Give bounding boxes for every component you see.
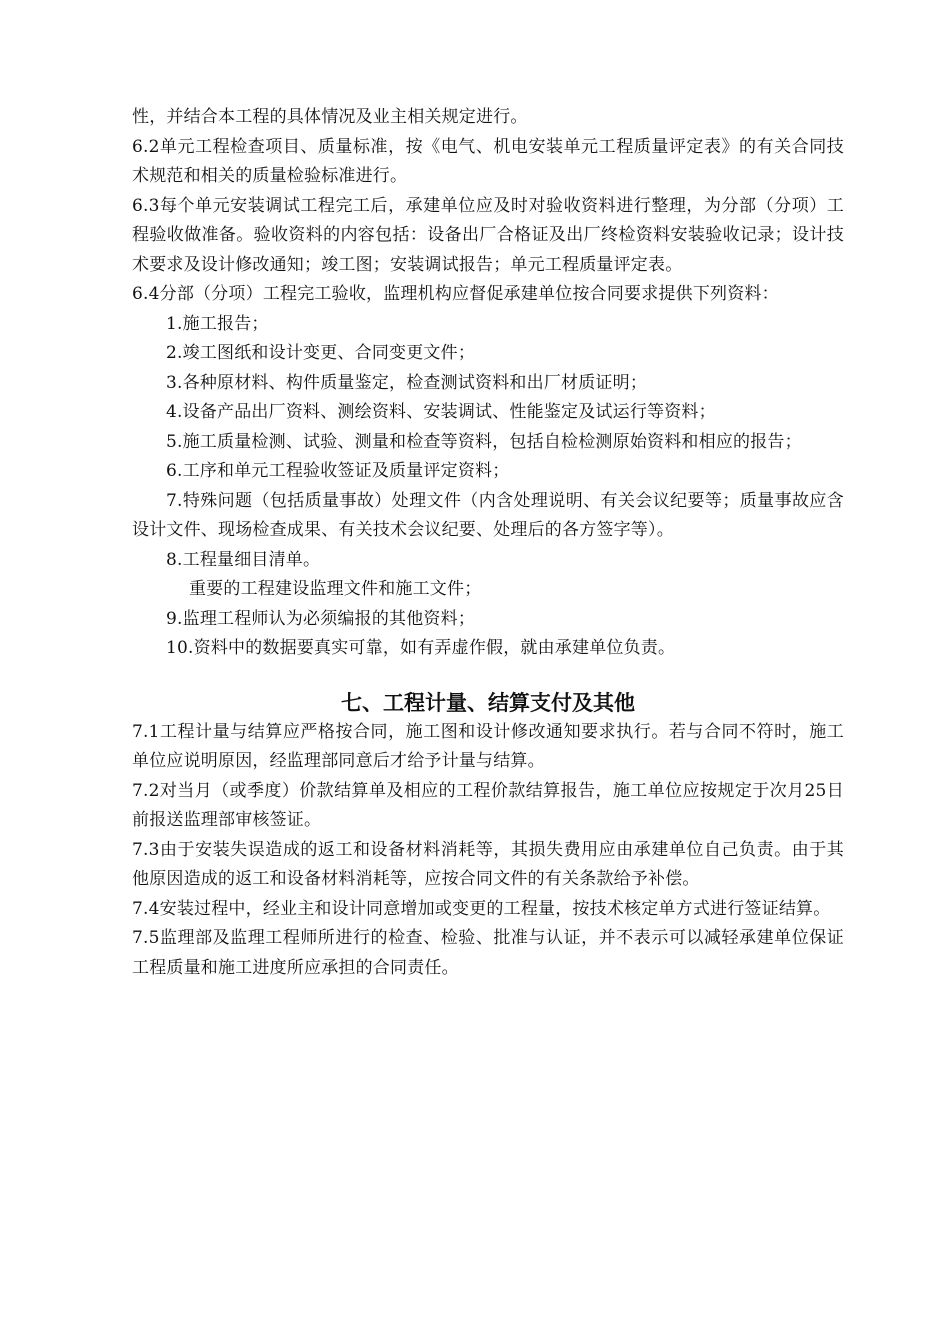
clause-6-2: 6.2单元工程检查项目、质量标准，按《电气、机电安装单元工程质量评定表》的有关合同技术规范和相关的质量检验标准进行。 — [132, 136, 844, 186]
list-item: 7.特殊问题（包括质量事故）处理文件（内含处理说明、有关会议纪要等；质量事故应含设计文件、现场检查成果、有关技术会议纪要、处理后的各方签字等）。 — [132, 490, 844, 540]
list-item: 10.资料中的数据要真实可靠，如有弄虚作假，就由承建单位负责。 — [166, 638, 676, 658]
list-item: 3.各种原材料、构件质量鉴定，检查测试资料和出厂材质证明； — [166, 372, 648, 393]
list-item: 5.施工质量检测、试验、测量和检查等资料，包括自检检测原始资料和相应的报告； — [166, 431, 802, 452]
list-item: 2.竣工图纸和设计变更、合同变更文件； — [166, 343, 476, 363]
section-7-title: 七、工程计量、结算支付及其他 — [341, 690, 635, 715]
list-item: 9.监理工程师认为必须编报的其他资料； — [166, 608, 476, 629]
clause-6-4-list — [132, 310, 844, 664]
clause-7-3: 7.3由于安装失误造成的返工和设备材料消耗等，其损失费用应由承建单位自己负责。由于其他原因造成的返工和设备材料消耗等，应按合同文件的有关条款给予补偿。 — [132, 839, 844, 889]
list-item: 6.工序和单元工程验收签证及质量评定资料； — [166, 461, 510, 481]
list-item: 4.设备产品出厂资料、测绘资料、安装调试、性能鉴定及试运行等资料； — [166, 402, 716, 422]
clause-6-3: 6.3每个单元安装调试工程完工后，承建单位应及时对验收资料进行整理，为分部（分项）工程验收做准备。验收资料的内容包括：设备出厂合格证及出厂终检资料安装验收记录；设计技术要求及设计修改通知；竣工图；安装调试报告；单元工程质量评定表。 — [132, 195, 844, 275]
list-item: 1.施工报告； — [166, 313, 269, 334]
clause-6-4: 6.4分部（分项）工程完工验收，监理机构应督促承建单位按合同要求提供下列资料： — [132, 284, 779, 304]
clause-7-5: 7.5监理部及监理工程师所进行的检查、检验、批准与认证，并不表示可以减轻承建单位保证工程质量和施工进度所应承担的合同责任。 — [132, 928, 844, 978]
list-item: 8.工程量细目清单。 — [166, 549, 321, 570]
clause-7-1: 7.1工程计量与结算应严格按合同，施工图和设计修改通知要求执行。若与合同不符时，施工单位应说明原因，经监理部同意后才给予计量与结算。 — [132, 721, 844, 771]
list-item-note: 重要的工程建设监理文件和施工文件； — [189, 579, 482, 599]
document-body — [132, 103, 844, 983]
section-6-intro-tail: 性，并结合本工程的具体情况及业主相关规定进行。 — [132, 107, 528, 127]
clause-7-2: 7.2对当月（或季度）价款结算单及相应的工程价款结算报告，施工单位应按规定于次月25日前报送监理部审核签证。 — [132, 780, 844, 830]
clause-7-4: 7.4安装过程中，经业主和设计同意增加或变更的工程量，按技术核定单方式进行签证结算。 — [132, 898, 831, 919]
